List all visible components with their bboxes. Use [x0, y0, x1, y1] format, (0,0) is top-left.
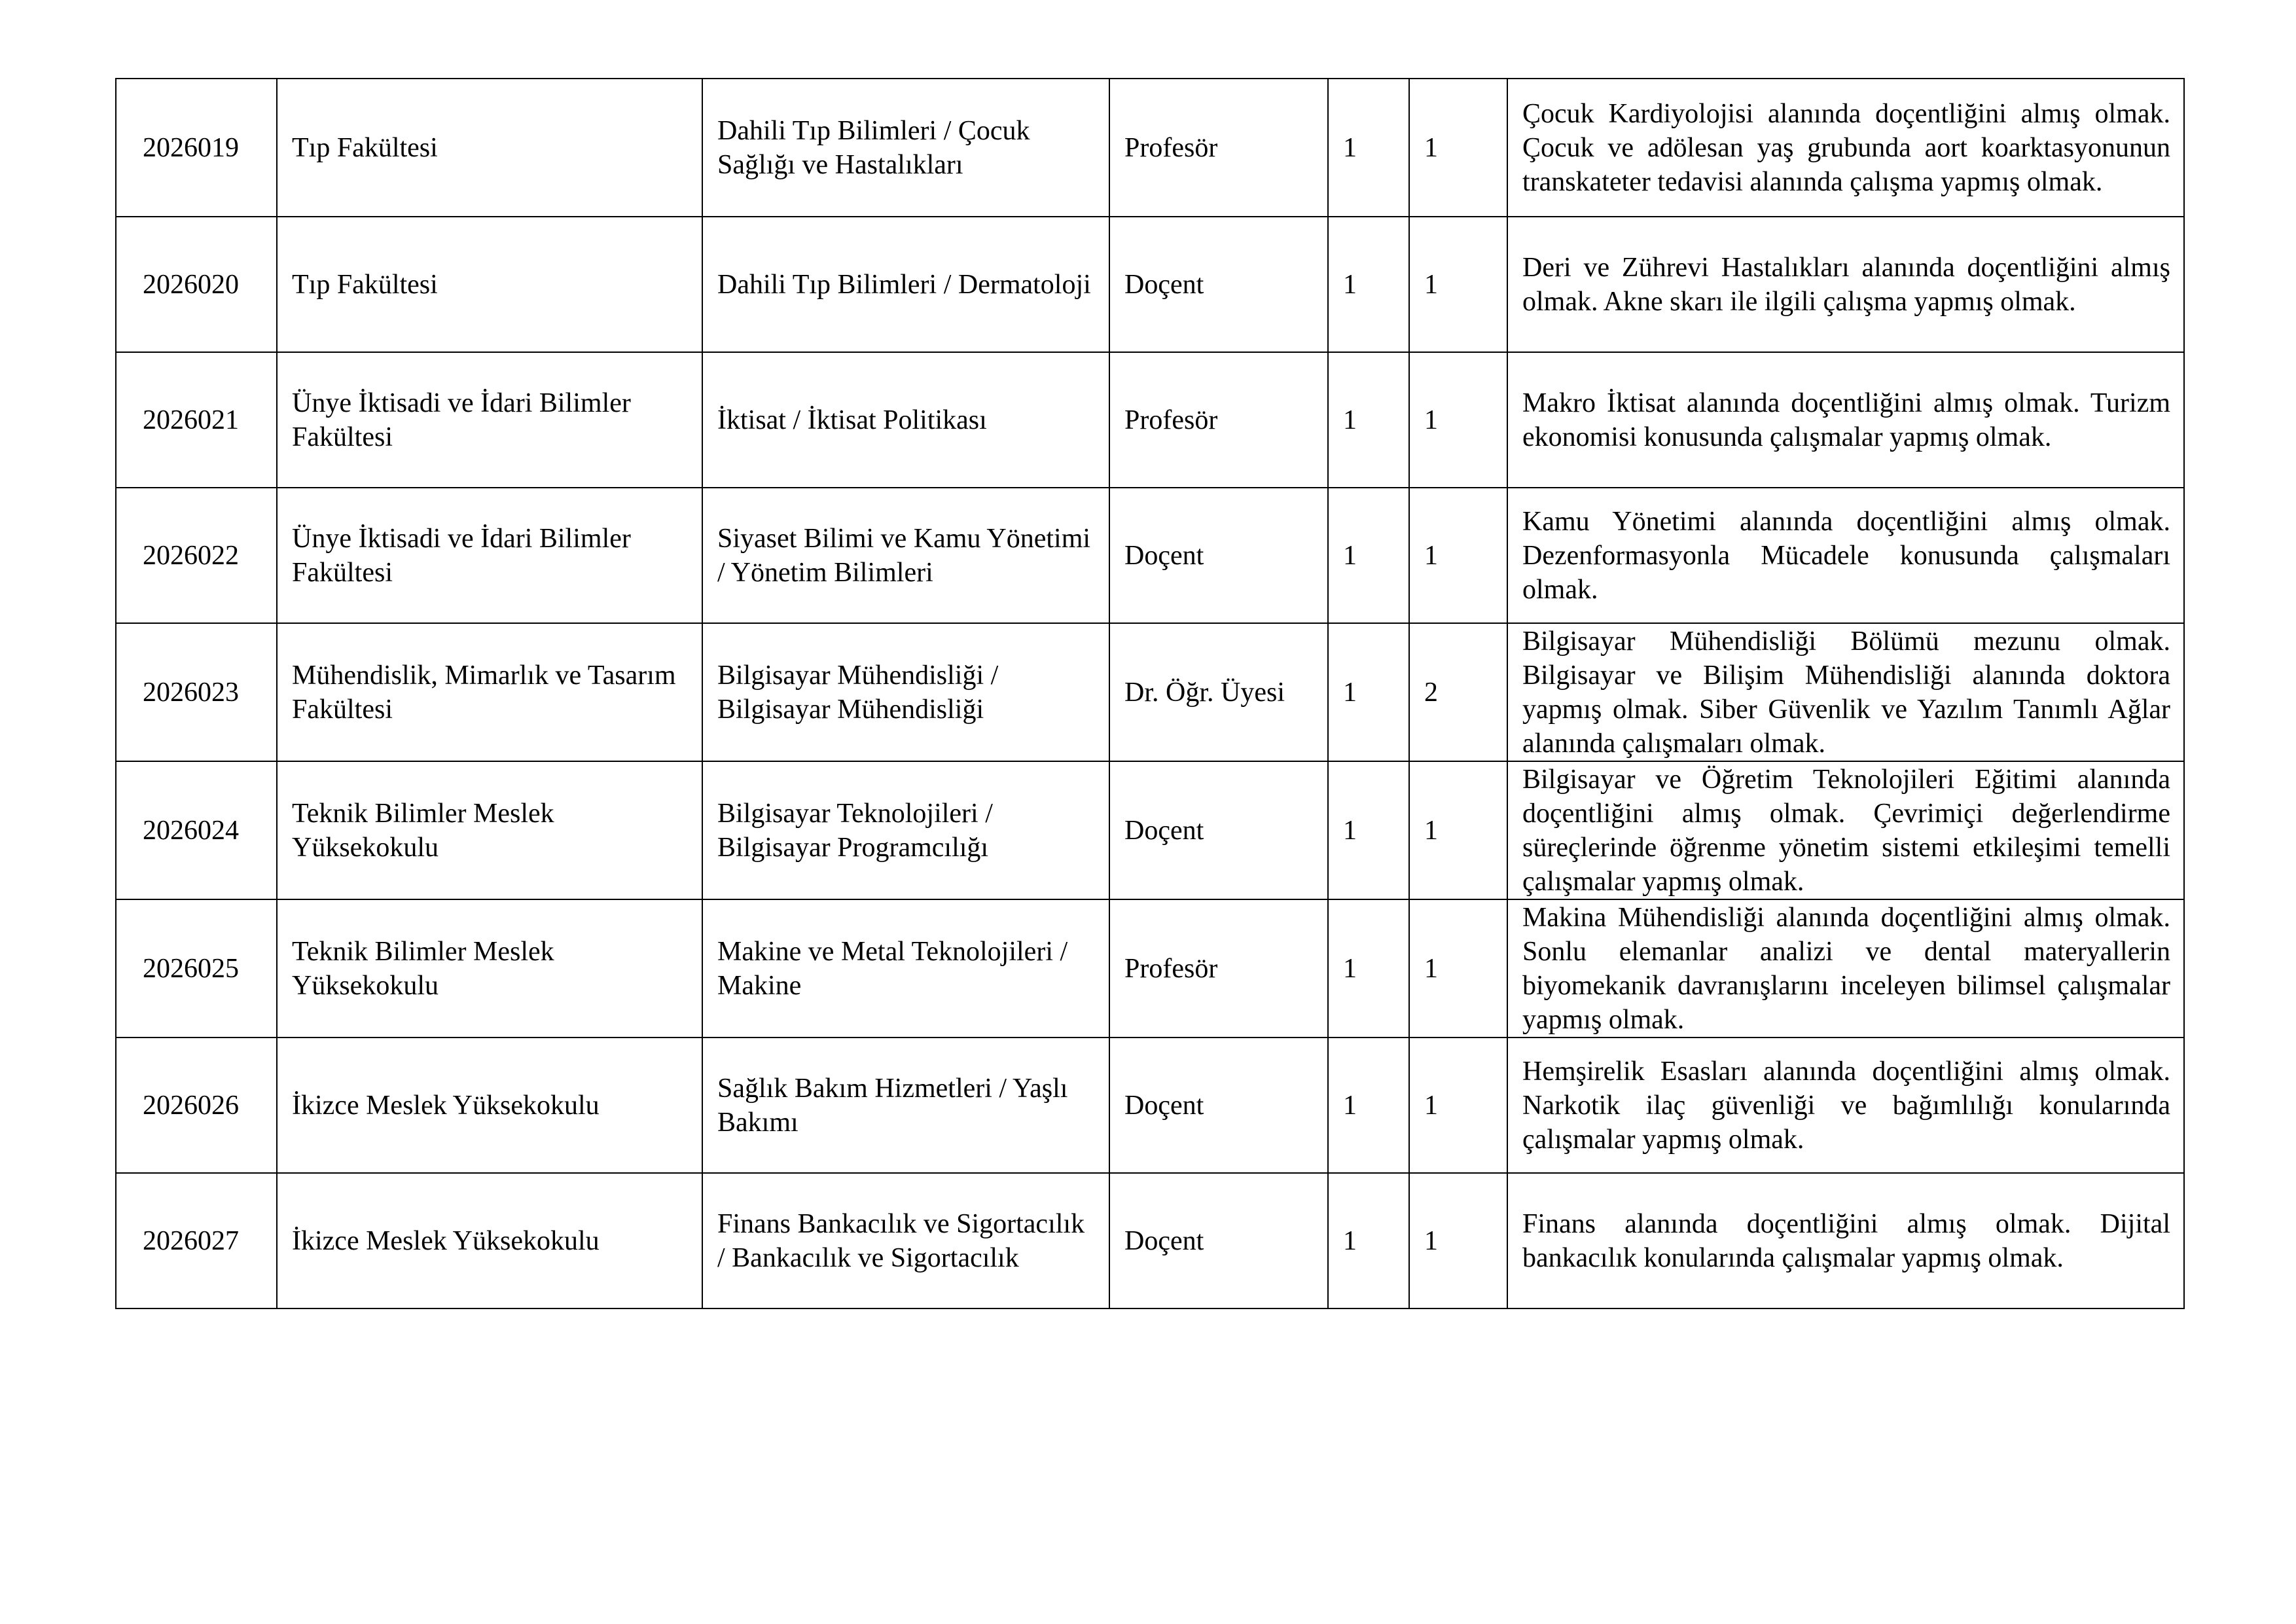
position-code-cell: 2026021 [116, 352, 277, 488]
table-row [116, 623, 2184, 761]
title-cell: Doçent [1109, 217, 1328, 352]
count-cell: 1 [1409, 899, 1507, 1038]
count-cell: 1 [1328, 488, 1409, 623]
department-cell: Makine ve Metal Teknolojileri / Makine [702, 899, 1109, 1038]
unit-cell: Tıp Fakültesi [277, 217, 702, 352]
title-cell: Profesör [1109, 352, 1328, 488]
table-row [116, 217, 2184, 352]
count-cell: 1 [1328, 1038, 1409, 1173]
table-row [116, 1173, 2184, 1308]
count-cell: 1 [1409, 761, 1507, 899]
requirement-cell: Bilgisayar ve Öğretim Teknolojileri Eğitimi alanında doçentliğini almış olmak. Çevrimiçi değerlendirme süreçlerinde öğrenme yönetim sistemi etkileşimi temelli çalışmalar yapmış olmak. [1507, 761, 2184, 899]
department-cell: Dahili Tıp Bilimleri / Dermatoloji [702, 217, 1109, 352]
requirement-cell: Hemşirelik Esasları alanında doçentliğini almış olmak. Narkotik ilaç güvenliği ve bağımlılığı konularında çalışmalar yapmış olmak. [1507, 1038, 2184, 1173]
title-cell: Doçent [1109, 488, 1328, 623]
count-cell: 1 [1409, 217, 1507, 352]
position-code-cell: 2026027 [116, 1173, 277, 1308]
count-cell: 1 [1328, 79, 1409, 217]
count-cell: 1 [1409, 1038, 1507, 1173]
unit-cell: Teknik Bilimler Meslek Yüksekokulu [277, 761, 702, 899]
requirement-cell: Finans alanında doçentliğini almış olmak. Dijital bankacılık konularında çalışmalar yapmış olmak. [1507, 1173, 2184, 1308]
title-cell: Doçent [1109, 761, 1328, 899]
title-cell: Profesör [1109, 899, 1328, 1038]
count-cell: 1 [1328, 623, 1409, 761]
table-row [116, 899, 2184, 1038]
count-cell: 1 [1328, 352, 1409, 488]
count-cell: 1 [1328, 217, 1409, 352]
position-code-cell: 2026020 [116, 217, 277, 352]
title-cell: Doçent [1109, 1173, 1328, 1308]
count-cell: 2 [1409, 623, 1507, 761]
title-cell: Dr. Öğr. Üyesi [1109, 623, 1328, 761]
count-cell: 1 [1409, 488, 1507, 623]
unit-cell: Teknik Bilimler Meslek Yüksekokulu [277, 899, 702, 1038]
table-row [116, 352, 2184, 488]
count-cell: 1 [1328, 1173, 1409, 1308]
requirement-cell: Makro İktisat alanında doçentliğini almış olmak. Turizm ekonomisi konusunda çalışmalar yapmış olmak. [1507, 352, 2184, 488]
position-code-cell: 2026026 [116, 1038, 277, 1173]
unit-cell: Ünye İktisadi ve İdari Bilimler Fakültesi [277, 352, 702, 488]
position-code-cell: 2026019 [116, 79, 277, 217]
table-row [116, 1038, 2184, 1173]
unit-cell: İkizce Meslek Yüksekokulu [277, 1173, 702, 1308]
unit-cell: Ünye İktisadi ve İdari Bilimler Fakültesi [277, 488, 702, 623]
department-cell: Dahili Tıp Bilimleri / Çocuk Sağlığı ve Hastalıkları [702, 79, 1109, 217]
requirement-cell: Çocuk Kardiyolojisi alanında doçentliğini almış olmak. Çocuk ve adölesan yaş grubunda aort koarktasyonunun transkateter tedavisi alanında çalışma yapmış olmak. [1507, 79, 2184, 217]
table-row [116, 79, 2184, 217]
table-row [116, 761, 2184, 899]
count-cell: 1 [1409, 1173, 1507, 1308]
position-code-cell: 2026024 [116, 761, 277, 899]
unit-cell: Mühendislik, Mimarlık ve Tasarım Fakültesi [277, 623, 702, 761]
count-cell: 1 [1409, 352, 1507, 488]
table-row [116, 488, 2184, 623]
count-cell: 1 [1328, 761, 1409, 899]
title-cell: Doçent [1109, 1038, 1328, 1173]
count-cell: 1 [1328, 899, 1409, 1038]
title-cell: Profesör [1109, 79, 1328, 217]
unit-cell: Tıp Fakültesi [277, 79, 702, 217]
department-cell: İktisat / İktisat Politikası [702, 352, 1109, 488]
department-cell: Finans Bankacılık ve Sigortacılık / Bankacılık ve Sigortacılık [702, 1173, 1109, 1308]
department-cell: Bilgisayar Mühendisliği / Bilgisayar Mühendisliği [702, 623, 1109, 761]
position-code-cell: 2026022 [116, 488, 277, 623]
position-code-cell: 2026025 [116, 899, 277, 1038]
count-cell: 1 [1409, 79, 1507, 217]
requirement-cell: Bilgisayar Mühendisliği Bölümü mezunu olmak. Bilgisayar ve Bilişim Mühendisliği alanında doktora yapmış olmak. Siber Güvenlik ve Yazılım Tanımlı Ağlar alanında çalışmaları olmak. [1507, 623, 2184, 761]
staff-position-table [115, 78, 2185, 1309]
requirement-cell: Deri ve Zührevi Hastalıkları alanında doçentliğini almış olmak. Akne skarı ile ilgili çalışma yapmış olmak. [1507, 217, 2184, 352]
unit-cell: İkizce Meslek Yüksekokulu [277, 1038, 702, 1173]
department-cell: Bilgisayar Teknolojileri / Bilgisayar Programcılığı [702, 761, 1109, 899]
position-code-cell: 2026023 [116, 623, 277, 761]
requirement-cell: Makina Mühendisliği alanında doçentliğini almış olmak. Sonlu elemanlar analizi ve dental materyallerin biyomekanik davranışlarını inceleyen bilimsel çalışmalar yapmış olmak. [1507, 899, 2184, 1038]
department-cell: Siyaset Bilimi ve Kamu Yönetimi / Yönetim Bilimleri [702, 488, 1109, 623]
requirement-cell: Kamu Yönetimi alanında doçentliğini almış olmak. Dezenformasyonla Mücadele konusunda çalışmaları olmak. [1507, 488, 2184, 623]
department-cell: Sağlık Bakım Hizmetleri / Yaşlı Bakımı [702, 1038, 1109, 1173]
